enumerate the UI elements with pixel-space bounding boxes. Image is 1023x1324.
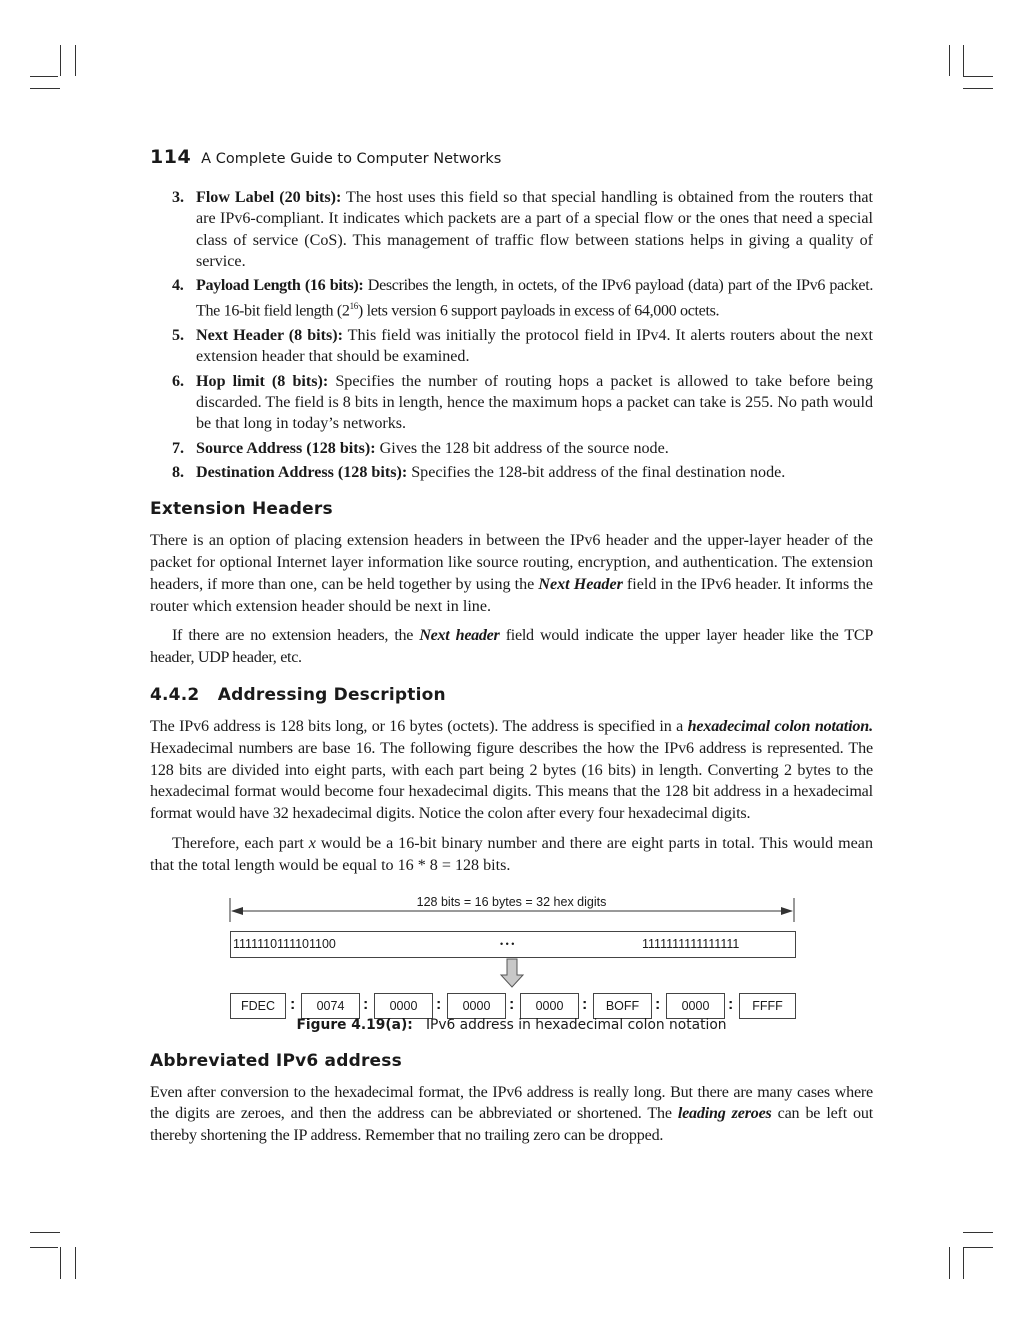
crop-mark [30, 76, 58, 77]
hex-part: BOFF [593, 993, 652, 1019]
list-item: 7. Source Address (128 bits): Gives the 128 bit address of the source node. [172, 439, 669, 457]
crop-mark [963, 45, 964, 76]
section-heading-addressing [150, 685, 873, 705]
ellipsis-icon: • • • [500, 938, 515, 949]
list-item: 5. Next Header (8 bits): This field was initially the protocol field in IPv4. It alerts routers about the next extension header that should be examined. [172, 327, 873, 366]
figure-caption [150, 1017, 873, 1033]
hex-part: 0000 [374, 993, 433, 1019]
list-item: 4. Payload Length (16 bits): Describes the length, in octets, of the IPv6 payload (data) part of the IPv6 packet. The 16-bit field length $(2^{16})$ lets version 6 support payloads in excess of 64,000 octets. [172, 277, 873, 320]
variable: x [308, 834, 316, 852]
crop-mark [60, 1247, 61, 1279]
hex-part: FFFF [739, 993, 796, 1019]
emphasis: Next header [419, 627, 500, 645]
binary-last-group: 1111111111111111 [642, 936, 740, 951]
list-item: 6. Hop limit (8 bits): Specifies the number of routing hops a packet is allowed to take before being discarded. The field is 8 bits in length, hence the maximum hops a packet can take is 255. No path would be that long in today’s networks. [172, 372, 874, 433]
crop-mark [75, 1247, 76, 1279]
colon-separator: : [290, 995, 296, 1013]
page-content [150, 187, 873, 1147]
hex-part: 0000 [447, 993, 506, 1019]
colon-separator: : [363, 995, 369, 1013]
paragraph: The IPv6 address is 128 bits long, or 16 bytes (octets). The address is specified in a hexadecimal colon notation. Hexadecimal numbers are base 16. The following figure describes the how the IPv6 address is represented. The 128 bits are divided into eight parts, with each part being 2 bytes (16 bits) in length. Converting 2 bytes to the hexadecimal format would become four hexadecimal digits. This means that the 128 bit address in a hexadecimal format would have 32 hexadecimal digits. Notice the colon after every four hexadecimal digits. [150, 718, 873, 823]
crop-mark [75, 45, 76, 76]
hex-part: 0000 [520, 993, 579, 1019]
running-head [150, 146, 501, 172]
hex-part: 0074 [301, 993, 360, 1019]
field-term: Payload Length (16 bits): [196, 277, 364, 295]
colon-separator: : [509, 995, 515, 1013]
colon-separator: : [436, 995, 442, 1013]
crop-mark [30, 88, 60, 89]
field-term: Flow Label (20 bits): [196, 189, 342, 206]
down-arrow-icon [501, 959, 523, 987]
list-item: 8. Destination Address (128 bits): Specifies the 128-bit address of the final destination node. [172, 463, 786, 481]
field-term: Next Header (8 bits): [196, 327, 343, 345]
hex-part: FDEC [230, 993, 286, 1019]
figure-caption-text: IPv6 address in hexadecimal colon notation [425, 1016, 727, 1033]
emphasis: leading zeroes [677, 1105, 772, 1123]
emphasis: Next Header [538, 575, 623, 593]
book-title: A Complete Guide to Computer Networks [201, 151, 502, 167]
figure-label: Figure 4.19(a): [296, 1016, 413, 1033]
header-field-list [150, 187, 873, 483]
figure-ipv6-address [150, 896, 873, 1042]
crop-mark [963, 1232, 993, 1233]
colon-separator: : [582, 995, 588, 1013]
field-term: Destination Address (128 bits): [196, 463, 408, 481]
paragraph: Therefore, each part x would be a 16-bit binary number and there are eight parts in total. This would mean that the total length would be equal to 16 * 8 = 128 bits. [150, 834, 873, 874]
list-item: 3. Flow Label (20 bits): The host uses this field so that special handling is obtained from the routers that are IPv6-compliant. It indicates which packets are a part of a special flow or the ones that need a special class of service (CoS). This management of traffic flow between stations helps in giving a quality of service. [172, 189, 873, 270]
crop-mark [949, 1247, 950, 1279]
crop-mark [963, 1247, 993, 1248]
span-label: 128 bits = 16 bytes = 32 hex digits [416, 894, 607, 909]
crop-mark [949, 45, 950, 76]
emphasis: hexadecimal colon notation. [687, 718, 873, 735]
hex-part: 0000 [666, 993, 725, 1019]
binary-address-box [230, 931, 796, 958]
colon-separator: : [728, 995, 734, 1013]
crop-mark [963, 1247, 964, 1279]
crop-mark [30, 1232, 60, 1233]
section-number: 4.4.2 [150, 685, 200, 705]
binary-first-group: 1111110111101100 [233, 936, 336, 951]
crop-mark [60, 45, 61, 76]
paragraph: If there are no extension headers, the Next header field would indicate the upper layer header like the TCP header, UDP header, etc. [150, 627, 873, 667]
section-heading-extension-headers: Extension Headers [150, 499, 333, 520]
field-term: Hop limit (8 bits): [196, 372, 329, 390]
paragraph: Even after conversion to the hexadecimal format, the IPv6 address is really long. But there are many cases where the digits are zeroes, and then the address can be abbreviated or shortened. The leading zeroes can be left out thereby shortening the IP address. Remember that no trailing zero can be dropped. [150, 1083, 873, 1145]
section-title: Addressing Description [217, 685, 446, 705]
field-term: Source Address (128 bits): [196, 439, 376, 457]
page-number: 114 [150, 146, 192, 168]
crop-mark [963, 88, 993, 89]
section-heading-abbreviated: Abbreviated IPv6 address [150, 1050, 402, 1071]
crop-mark [30, 1247, 58, 1248]
crop-mark [963, 76, 993, 77]
colon-separator: : [655, 995, 661, 1013]
paragraph: There is an option of placing extension headers in between the IPv6 header and the upper-layer header of the packet for optional Internet layer information like source routing, encryption, and authentication. The extension headers, if more than one, can be held together by using the Next Header field in the IPv6 header. It informs the router which extension header should be next in line. [150, 532, 874, 615]
